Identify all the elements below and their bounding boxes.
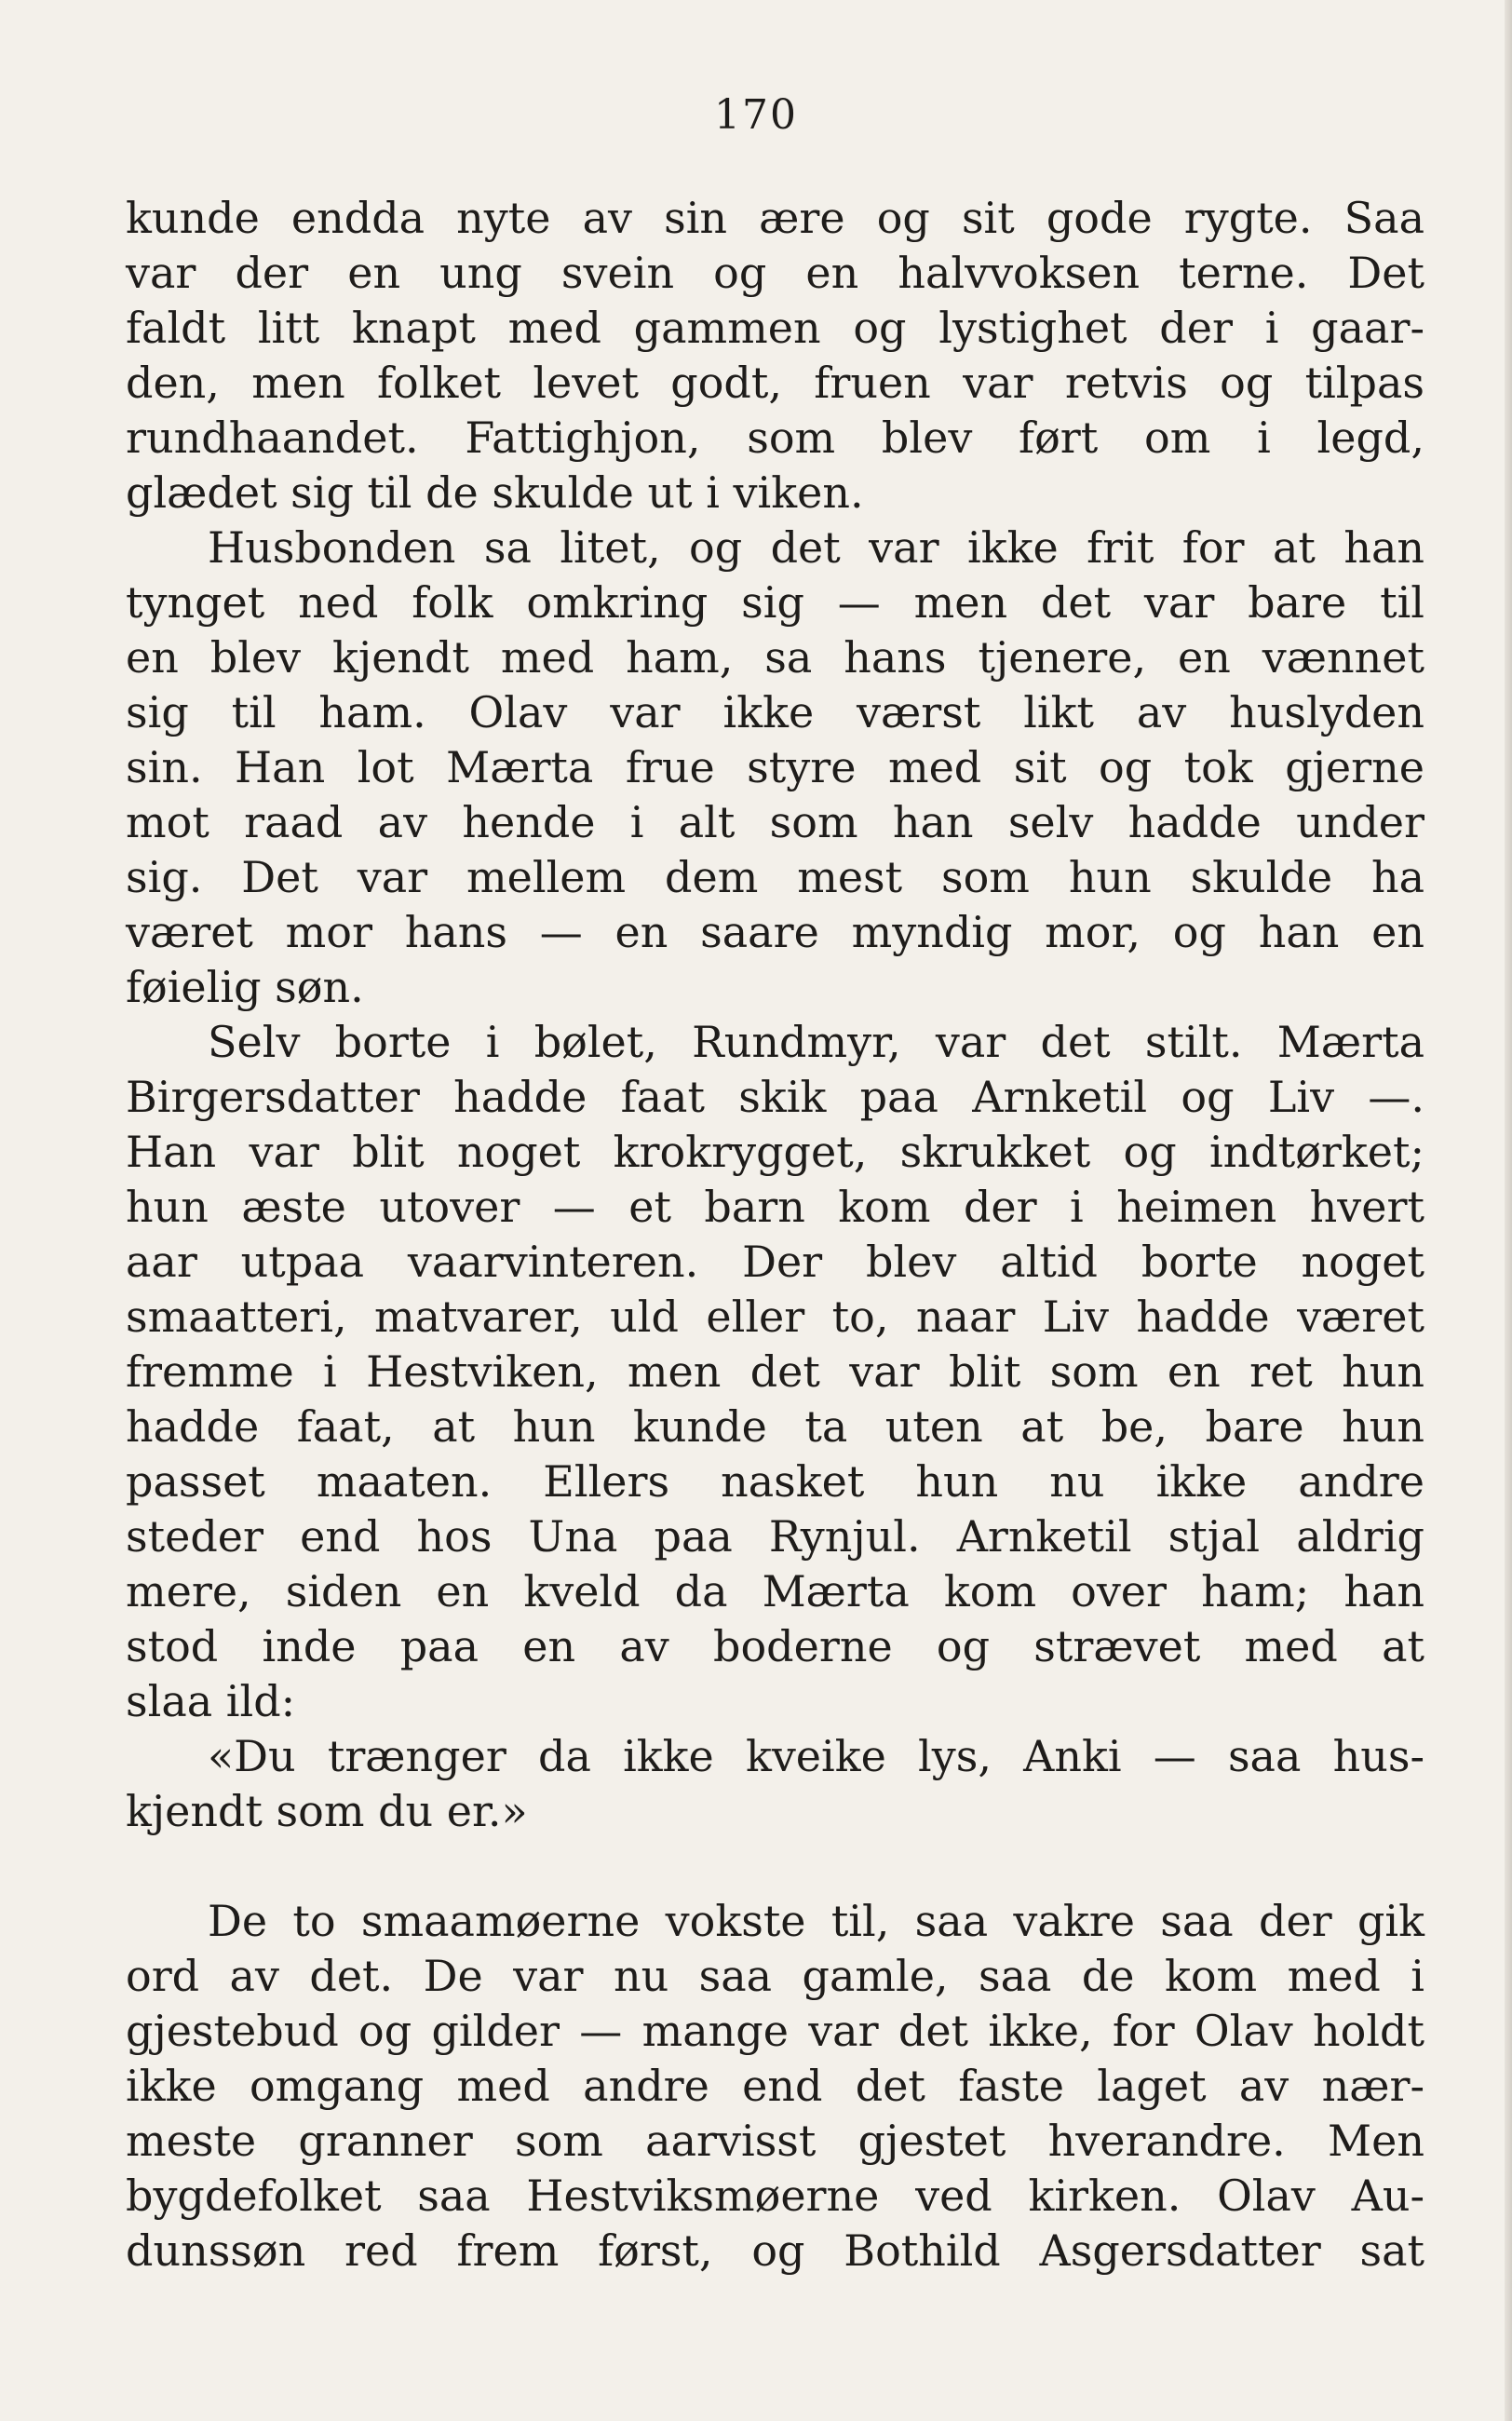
text-line: tynget ned folk omkring sig — men det var bare til	[126, 577, 1424, 628]
text-line: gjestebud og gilder — mange var det ikke, for Olav holdt	[126, 2006, 1424, 2056]
text-line: aar utpaa vaarvinteren. Der blev altid borte noget	[126, 1237, 1424, 1287]
text-line: var der en ung svein og en halvvoksen terne. Det	[126, 248, 1424, 298]
text-line: sin. Han lot Mærta frue styre med sit og tok gjerne	[126, 742, 1424, 792]
text-line: kjendt som du er.»	[126, 1786, 528, 1836]
text-line: ikke omgang med andre end det faste laget av nær-	[126, 2061, 1424, 2111]
text-line: hun æste utover — et barn kom der i heimen hvert	[126, 1182, 1424, 1232]
text-line: sig til ham. Olav var ikke værst likt av huslyden	[126, 687, 1424, 737]
text-line: glædet sig til de skulde ut i viken.	[126, 467, 864, 518]
text-line: De to smaamøerne vokste til, saa vakre saa der gik	[208, 1896, 1424, 1946]
text-line: faldt litt knapt med gammen og lystighet der i gaar-	[126, 303, 1424, 353]
text-line: meste granner som aarvisst gjestet hverandre. Men	[126, 2116, 1424, 2166]
text-line: dunssøn red frem først, og Bothild Asgersdatter sat	[126, 2225, 1424, 2276]
section-break	[126, 1839, 1424, 1894]
text-line: Han var blit noget krokrygget, skrukket og indtørket;	[126, 1127, 1424, 1177]
page-number: 170	[714, 91, 798, 139]
text-line: Husbonden sa litet, og det var ikke frit for at han	[208, 522, 1424, 573]
text-line: «Du trænger da ikke kveike lys, Anki — saa hus-	[208, 1731, 1424, 1781]
text-line: været mor hans — en saare myndig mor, og han en	[126, 907, 1424, 957]
text-line: slaa ild:	[126, 1676, 296, 1726]
text-line: sig. Det var mellem dem mest som hun skulde ha	[126, 852, 1424, 902]
text-line: passet maaten. Ellers nasket hun nu ikke andre	[126, 1456, 1424, 1507]
text-line: Birgersdatter hadde faat skik paa Arnketil og Liv —.	[126, 1072, 1424, 1122]
text-line: en blev kjendt med ham, sa hans tjenere, en vænnet	[126, 632, 1424, 683]
text-line: føielig søn.	[126, 962, 364, 1012]
text-line: mere, siden en kveld da Mærta kom over ham; han	[126, 1566, 1424, 1616]
text-line: rundhaandet. Fattighjon, som blev ført om i legd,	[126, 413, 1424, 463]
text-line: Selv borte i bølet, Rundmyr, var det stilt. Mærta	[208, 1017, 1424, 1067]
text-line: steder end hos Una paa Rynjul. Arnketil stjal aldrig	[126, 1511, 1424, 1562]
text-line: den, men folket levet godt, fruen var retvis og tilpas	[126, 358, 1424, 408]
text-line: mot raad av hende i alt som han selv hadde under	[126, 797, 1424, 847]
page-edge	[1505, 0, 1512, 2421]
text-line: hadde faat, at hun kunde ta uten at be, bare hun	[126, 1401, 1424, 1452]
text-line: ord av det. De var nu saa gamle, saa de kom med i	[126, 1951, 1424, 2001]
text-line: bygdefolket saa Hestviksmøerne ved kirken. Olav Au-	[126, 2171, 1424, 2221]
body-text	[126, 191, 1424, 2279]
text-line: stod inde paa en av boderne og strævet med at	[126, 1621, 1424, 1671]
text-line: fremme i Hestviken, men det var blit som en ret hun	[126, 1346, 1424, 1397]
text-line: smaatteri, matvarer, uld eller to, naar Liv hadde været	[126, 1292, 1424, 1342]
text-line: kunde endda nyte av sin ære og sit gode rygte. Saa	[126, 193, 1424, 243]
